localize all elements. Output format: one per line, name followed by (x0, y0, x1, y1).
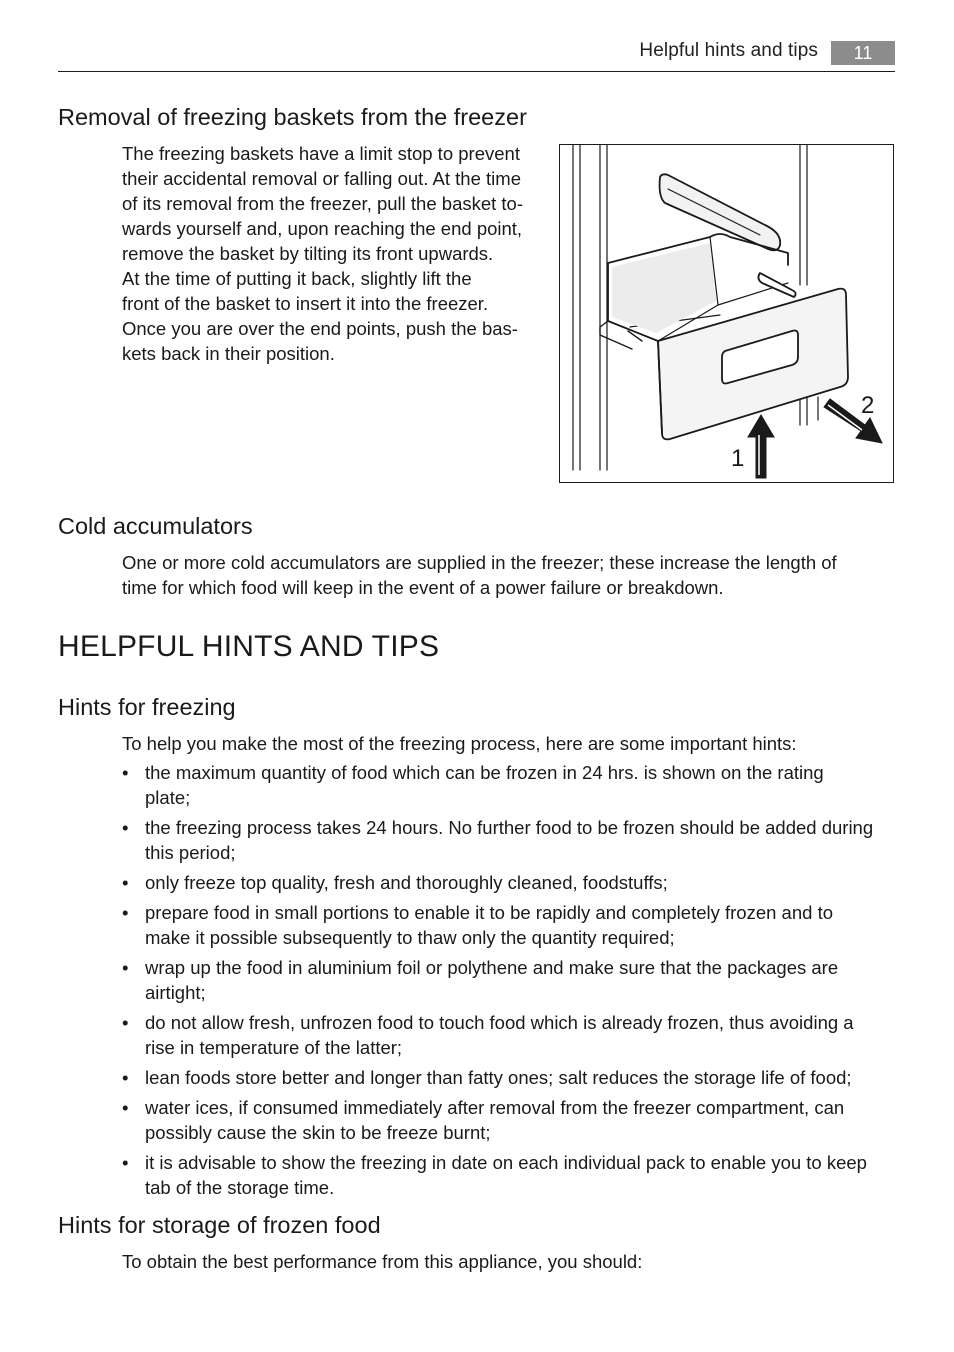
freezing-intro-text: To help you make the most of the freezing process, here are some important hints: (122, 733, 797, 754)
basket-drawing (560, 145, 893, 482)
list-item (122, 815, 902, 865)
bullet-icon: • (122, 817, 129, 838)
removal-line: front of the basket to insert it into the freezer. (122, 293, 489, 314)
heading-hints-freezing: Hints for freezing (58, 694, 236, 720)
storage-intro (122, 1249, 642, 1274)
cold-line: One or more cold accumulators are supplied in the freezer; these increase the length of (122, 552, 837, 573)
list-item-line: do not allow fresh, unfrozen food to touch food which is already frozen, thus avoiding a (145, 1012, 854, 1033)
list-item (122, 955, 902, 1005)
removal-line: Once you are over the end points, push the bas- (122, 318, 518, 339)
removal-line: At the time of putting it back, slightly lift the (122, 268, 472, 289)
freezing-hints-list (122, 760, 902, 1205)
page-number: 11 (831, 41, 895, 65)
heading-removal-baskets: Removal of freezing baskets from the freezer (58, 104, 527, 130)
bullet-icon: • (122, 1097, 129, 1118)
freezing-intro (122, 731, 797, 756)
removal-line: of its removal from the freezer, pull the basket to- (122, 193, 524, 214)
list-item-line: rise in temperature of the latter; (145, 1037, 403, 1058)
list-item (122, 1150, 902, 1200)
list-item-line: make it possible subsequently to thaw only the quantity required; (145, 927, 675, 948)
removal-line: their accidental removal or falling out. At the time (122, 168, 521, 189)
step-2-label: 2 (861, 392, 875, 419)
list-item-line: tab of the storage time. (145, 1177, 335, 1198)
list-item (122, 900, 902, 950)
removal-line: kets back in their position. (122, 343, 335, 364)
bullet-icon: • (122, 872, 129, 893)
page-header (58, 38, 895, 72)
removal-line: The freezing baskets have a limit stop to prevent (122, 143, 520, 164)
step-1-label: 1 (731, 445, 745, 472)
list-item (122, 1095, 902, 1145)
list-item-line: only freeze top quality, fresh and thoroughly cleaned, foodstuffs; (145, 872, 668, 893)
list-item-line: possibly cause the skin to be freeze burnt; (145, 1122, 491, 1143)
bullet-icon: • (122, 1067, 129, 1088)
list-item-line: lean foods store better and longer than fatty ones; salt reduces the storage life of food; (145, 1067, 852, 1088)
list-item-line: wrap up the food in aluminium foil or polythene and make sure that the packages are (145, 957, 839, 978)
list-item-line: this period; (145, 842, 236, 863)
list-item-line: water ices, if consumed immediately after removal from the freezer compartment, can (145, 1097, 845, 1118)
list-item (122, 870, 902, 895)
bullet-icon: • (122, 1012, 129, 1033)
bullet-icon: • (122, 902, 129, 923)
bullet-icon: • (122, 1152, 129, 1173)
lift-arrow-icon (748, 415, 774, 478)
list-item-line: the freezing process takes 24 hours. No further food to be frozen should be added during (145, 817, 874, 838)
basket-removal-illustration (559, 144, 894, 483)
storage-intro-text: To obtain the best performance from this appliance, you should: (122, 1251, 643, 1272)
list-item (122, 1065, 902, 1090)
cold-paragraph (122, 550, 837, 600)
list-item (122, 1010, 902, 1060)
list-item-line: prepare food in small portions to enable it to be rapidly and completely frozen and to (145, 902, 833, 923)
main-heading: HELPFUL HINTS AND TIPS (58, 630, 440, 663)
removal-paragraph (122, 141, 523, 366)
list-item (122, 760, 902, 810)
list-item-line: it is advisable to show the freezing in date on each individual pack to enable you to keep (145, 1152, 867, 1173)
list-item-line: plate; (145, 787, 191, 808)
removal-line: remove the basket by tilting its front upwards. (122, 243, 494, 264)
header-title: Helpful hints and tips (639, 40, 818, 61)
list-item-line: the maximum quantity of food which can be frozen in 24 hrs. is shown on the rating (145, 762, 824, 783)
bullet-icon: • (122, 762, 129, 783)
heading-cold-accumulators: Cold accumulators (58, 513, 253, 539)
removal-line: wards yourself and, upon reaching the end point, (122, 218, 523, 239)
heading-hints-storage: Hints for storage of frozen food (58, 1212, 381, 1238)
list-item-line: airtight; (145, 982, 206, 1003)
cold-line: time for which food will keep in the event of a power failure or breakdown. (122, 577, 724, 598)
bullet-icon: • (122, 957, 129, 978)
